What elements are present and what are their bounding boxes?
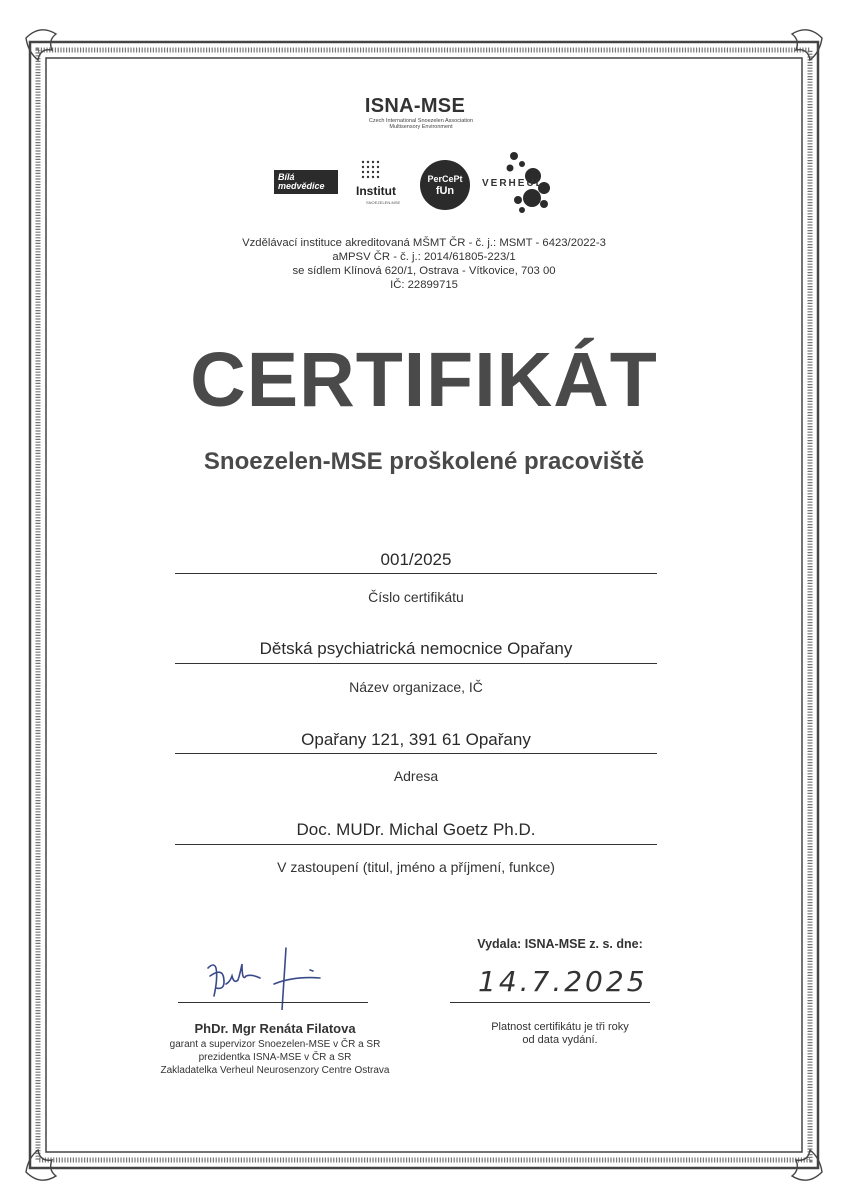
issued-by-label: Vydala: ISNA-MSE z. s. dne: <box>477 937 643 951</box>
issued-date: 14.7.2025 <box>478 965 648 998</box>
organization-value: Dětská psychiatrická nemocnice Opařany <box>259 639 573 658</box>
address-value: Opařany 121, 391 61 Opařany <box>301 730 531 749</box>
certificate-title: CERTIFIKÁT <box>190 337 658 423</box>
representative-value: Doc. MUDr. Michal Goetz Ph.D. <box>296 820 536 839</box>
signer-role: garant a supervizor Snoezelen-MSE v ČR a SR <box>169 1039 381 1050</box>
signature-icon <box>190 940 340 1010</box>
accreditation-line: IČ: 22899715 <box>390 279 458 291</box>
percept-fun-logo: PerCePt fUn <box>420 160 470 210</box>
verheul-logo: VERHEUL <box>478 150 568 216</box>
accreditation-line: Vzdělávací instituce akreditovaná MŠMT ČR - č. j.: MSMT - 6423/2022-3 <box>242 237 606 249</box>
certificate-number-label: Číslo certifikátu <box>368 589 464 605</box>
address-label: Adresa <box>393 768 439 784</box>
bila-medvedice-logo: Bílá medvědice <box>274 170 338 194</box>
org-name: ISNA-MSE <box>364 95 466 117</box>
signer-role: Zakladatelka Verheul Neurosenzory Centre Ostrava <box>160 1065 390 1076</box>
field-underline <box>175 663 657 664</box>
accreditation-line: aMPSV ČR - č. j.: 2014/61805-223/1 <box>332 251 516 263</box>
institut-logo: Institut SNOEZELEN-MSE <box>352 160 412 206</box>
accreditation-block <box>0 236 848 292</box>
signer-roles <box>120 1038 430 1077</box>
field-underline <box>175 573 657 574</box>
field-underline <box>175 753 657 754</box>
signer-role: prezidentka ISNA-MSE v ČR a SR <box>198 1052 352 1063</box>
certificate-subtitle: Snoezelen-MSE proškolené pracoviště <box>203 448 645 475</box>
accreditation-line: se sídlem Klínová 620/1, Ostrava - Vítkovice, 703 00 <box>292 265 556 277</box>
certificate-number-value: 001/2025 <box>380 550 452 569</box>
signer-name: PhDr. Mgr Renáta Filatova <box>194 1021 356 1036</box>
field-underline <box>175 844 657 845</box>
representative-label: V zastoupení (titul, jméno a příjmení, funkce) <box>277 859 555 875</box>
dot-grid-icon <box>361 160 383 182</box>
date-line <box>450 1002 650 1003</box>
organization-label: Název organizace, IČ <box>349 679 483 695</box>
validity-note: Platnost certifikátu je tři roky od data vydání. <box>491 1021 629 1046</box>
signature-line <box>178 1002 368 1003</box>
org-subtitle: Czech International Snoezelen Association Multisensory Environment <box>368 118 474 130</box>
